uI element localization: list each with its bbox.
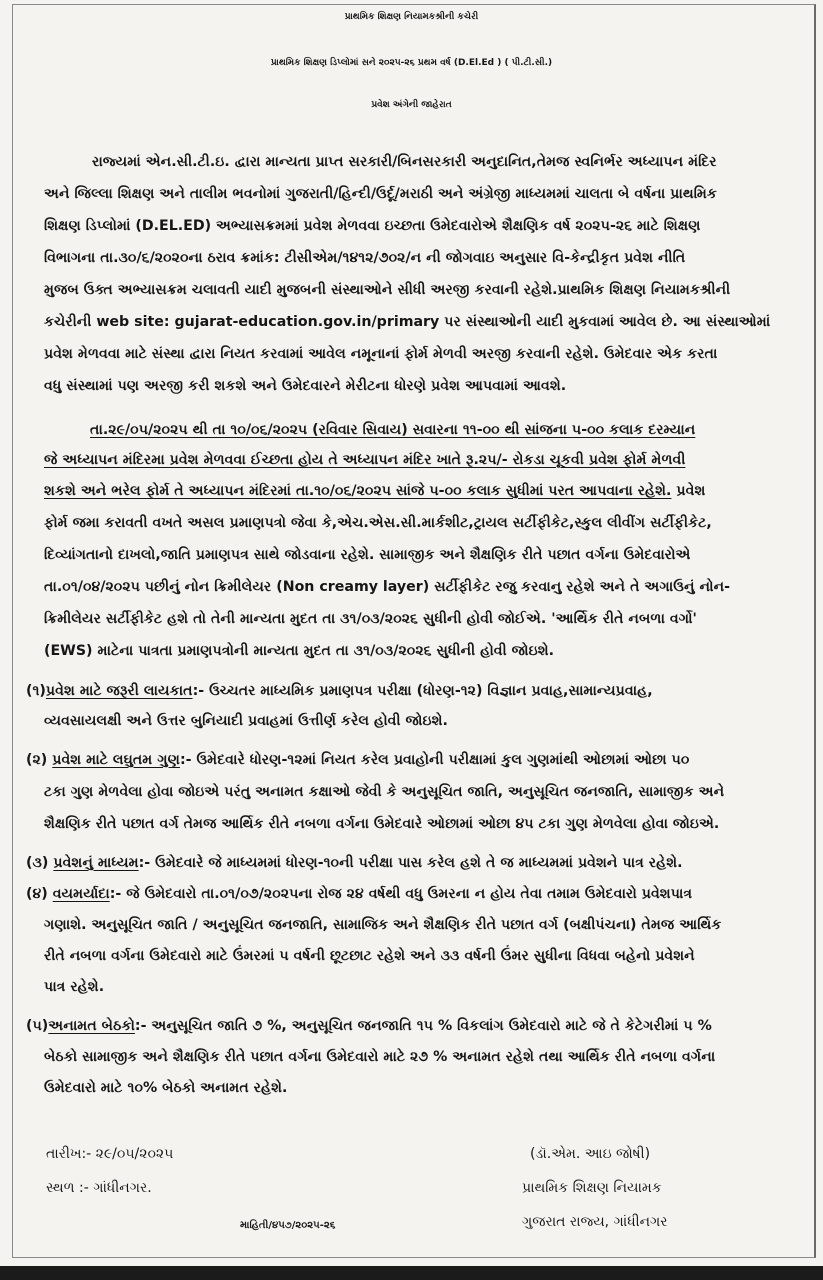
para1-line: કચેરીની web site: gujarat-education.gov.in/primary પર સંસ્થાઓની યાદી મુકવામાં આવેલ છે. આ સંસ્થાઓમાં [44,314,771,330]
signatory-designation: પ્રાથમિક શિક્ષણ નિયામક [522,1180,662,1196]
bottom-edge [0,1266,823,1280]
signatory-office: ગુજરાત રાજ્ય, ગાંધીનગર [522,1214,668,1230]
schedule-line: તા.૨૯/૦૫/૨૦૨૫ થી તા ૧૦/૦૬/૨૦૨૫ (રવિવાર સિવાય) સવારના ૧૧-૦૦ થી સાંજના ૫-૦૦ કલાક દરમ્યાન [90,422,696,438]
item-2-line: શૈક્ષણિક રીતે પછાત વર્ગ તેમજ આર્થિક રીતે નબળા વર્ગના ઉમેદવારે ઓછામાં ઓછા ૪૫ ટકા ગુણ મેળવેલા હોવા જોઇએ. [44,816,720,832]
schedule-line: જે અધ્યાપન મંદિરમા પ્રવેશ મેળવવા ઈચ્છતા હોય તે અધ્યાપન મંદિર ખાતે રૂ.૨૫/- રોકડા ચૂકવી પ્રવેશ ફોર્મ મેળવી [44,452,686,468]
item-5-line: બેઠકો સામાજીક અને શૈક્ષણિક રીતે પછાત વર્ગના ઉમેદવારો માટે ૨૭ % અનામત રહેશે તથા આર્થિક રીતે નબળા વર્ગના [44,1049,716,1065]
para2-line: ક્રિમીલેયર સર્ટીફીકેટ હશે તો તેની માન્યતા મુદત તા ૩૧/૦૩/૨૦૨૬ સુધીની હોવી જોઈએ. 'આર્થિક રીતે નબળા વર્ગો' [44,611,697,627]
para1-line: વધુ સંસ્થામાં પણ અરજી કરી શકશે અને ઉમેદવારને મેરીટના ધોરણે પ્રવેશ આપવામાં આવશે. [44,378,567,394]
para1-line: રાજ્યમાં એન.સી.ટી.ઇ. દ્વારા માન્યતા પ્રાપ્ત સરકારી/બિનસરકારી અનુદાનિત,તેમજ સ્વનિર્ભર અધ્યાપન મંદિર [92,154,717,170]
notice-place: સ્થળ :- ગાંધીનગર. [46,1180,152,1196]
item-1-heading: પ્રવેશ માટે જરૂરી લાયકાત [45,683,193,699]
item-4: (૪) વયમર્યાદા:- જે ઉમેદવારો તા.૦૧/૦૭/૨૦૨૫ના રોજ ૨૪ વર્ષથી વધુ ઉમરના ન હોય તેવા તમામ ઉમેદવારો પ્રવેશપાત્ર [26,886,693,902]
item-2-heading: પ્રવેશ માટે લઘુતમ ગુણ [52,752,180,768]
submission-deadline: શકશે અને ભરેલ ફોર્મ તે અધ્યાપન મંદિરમાં તા.૧૦/૦૬/૨૦૨૫ સાંજે ૫-૦૦ કલાક સુધીમાં પરત આપવાના રહેશે. [44,483,672,499]
para2-line: ફોર્મ જમા કરાવતી વખતે અસલ પ્રમાણપત્રો જેવા કે,એચ.એસ.સી.માર્કશીટ,ટ્રાયલ સર્ટીફીકેટ,સ્કુલ લીવીંગ સર્ટીફીકેટ, [44,515,712,531]
para1-line: પ્રવેશ મેળવવા માટે સંસ્થા દ્વારા નિયત કરવામાં આવેલ નમૂનાનાં ફોર્મ મેળવી અરજી કરવાની રહેશે. ઉમેદવાર એક કરતા [44,346,718,362]
para2-line: તા.૦૧/૦૪/૨૦૨૫ પછીનું નોન ક્રિમીલેયર (Non creamy layer) સર્ટીફીકેટ રજુ કરવાનુ રહેશે અને તે અગાઉનું નોન- [44,579,731,595]
item-1: (૧)પ્રવેશ માટે જરૂરી લાયકાત:- ઉચ્ચતર માધ્યમિક પ્રમાણપત્ર પરીક્ષા (ધોરણ-૧૨) વિજ્ઞાન પ્રવાહ,સામાન્યપ્રવાહ, [26,683,653,699]
item-1-line: વ્યવસાયલક્ષી અને ઉત્તર બુનિયાદી પ્રવાહમાં ઉત્તીર્ણ કરેલ હોવી જોઇશે. [44,713,448,729]
item-2: (૨) પ્રવેશ માટે લઘુતમ ગુણ:- ઉમેદવારે ધોરણ-૧૨માં નિયત કરેલ પ્રવાહોની પરીક્ષામાં કુલ ગુણમાંથી ઓછામાં ઓછા ૫૦ [26,752,690,768]
reference-number: માહિતી/૪૫૭/૨૦૨૫-૨૬ [240,1220,336,1231]
item-5-line: ઉમેદવારો માટે ૧૦% બેઠકો અનામત રહેશે. [44,1080,288,1096]
item-4-heading: વયમર્યાદા [52,886,110,902]
notice-date: તારીખ:- ૨૯/૦૫/૨૦૨૫ [46,1146,174,1162]
item-5: (૫)અનામત બેઠકો:- અનુસૂચિત જાતિ ૭ %, અનુસૂચિત જનજાતિ ૧૫ % વિકલાંગ ઉમેદવારો માટે જે તે કેટેગરીમાં ૫ % [26,1018,712,1034]
notice-heading: પ્રવેશ અંગેની જાહેરાત [371,100,452,110]
notice-subject: પ્રાથમિક શિક્ષણ ડિપ્લોમાં સને ૨૦૨૫-૨૬ પ્રથમ વર્ષ (D.El.Ed ) ( પી.ટી.સી.) [270,58,553,68]
item-3: (૩) પ્રવેશનું માધ્યમ:- ઉમેદવારે જે માધ્યમમાં ધોરણ-૧૦ની પરીક્ષા પાસ કરેલ હશે તે જ માધ્યમમાં પ્રવેશને પાત્ર રહેશે. [26,855,683,871]
para1-line: શિક્ષણ ડિપ્લોમાં (D.EL.ED) અભ્યાસક્રમમાં પ્રવેશ મેળવવા ઇચ્છતા ઉમેદવારોએ શૈક્ષણિક વર્ષ ૨૦૨૫-૨૬ માટે શિક્ષણ [44,218,701,234]
schedule-line: શકશે અને ભરેલ ફોર્મ તે અધ્યાપન મંદિરમાં તા.૧૦/૦૬/૨૦૨૫ સાંજે ૫-૦૦ કલાક સુધીમાં પરત આપવાના રહેશે. પ્રવેશ [44,483,706,499]
para1-line: વિભાગના તા.૩૦/૬/૨૦૨૦ના ઠરાવ ક્રમાંક: ટીસીએમ/૧૪૧૨/૭૦૨/ન ની જોગવાઇ અનુસાર વિ-કેન્દ્રીકૃત પ્રવેશ નીતિ [44,250,686,266]
item-4-line: પાત્ર રહેશે. [44,979,105,995]
para1-line: મુજબ ઉક્ત અભ્યાસક્રમ ચલાવતી યાદી મુજબની સંસ્થાઓને સીધી અરજી કરવાની રહેશે.પ્રાથમિક શિક્ષણ નિયામકશ્રીની [44,282,731,298]
office-title: પ્રાથમિક શિક્ષણ નિયામકશ્રીની કચેરી [344,12,479,22]
item-3-heading: પ્રવેશનું માધ્યમ [53,855,139,871]
signatory-name: (ડૉ.એમ. આઇ જોષી) [530,1146,651,1162]
para2-line: (EWS) માટેના પાત્રતા પ્રમાણપત્રોની માન્યતા મુદત તા ૩૧/૦૩/૨૦૨૬ સુધીની હોવી જોઇશે. [44,643,555,659]
item-4-line: ગણાશે. અનુસૂચિત જાતિ / અનુસૂચિત જનજાતિ, સામાજિક અને શૈક્ષણિક રીતે પછાત વર્ગ (બક્ષીપંચના) તેમજ આર્થિક [44,917,722,933]
item-5-heading: અનામત બેઠકો [48,1018,135,1034]
item-4-line: રીતે નબળા વર્ગના ઉમેદવારો માટે ઉંમરમાં ૫ વર્ષની છૂટછાટ રહેશે અને ૩૩ વર્ષની ઉંમર સુધીના વિધવા બહેનો પ્રવેશને [44,948,695,964]
para2-line: દિવ્યાંગતાનો દાખલો,જાતિ પ્રમાણપત્ર સાથે જોડવાના રહેશે. સામાજીક અને શૈક્ષણિક રીતે પછાત વર્ગના ઉમેદવારોએ [44,547,691,563]
para1-line: અને જિલ્લા શિક્ષણ અને તાલીમ ભવનોમાં ગુજરાતી/હિન્દી/ઉર્દૂ/મરાઠી અને અંગ્રેજી માધ્યમમાં ચાલતા બે વર્ષના પ્રાથમિક [44,186,717,202]
item-2-line: ટકા ગુણ મેળવેલા હોવા જોઇએ પરંતુ અનામત કક્ષાઓ જેવી કે અનુસૂચિત જાતિ, અનુસૂચિત જનજાતિ, સામાજીક અને [44,784,725,800]
